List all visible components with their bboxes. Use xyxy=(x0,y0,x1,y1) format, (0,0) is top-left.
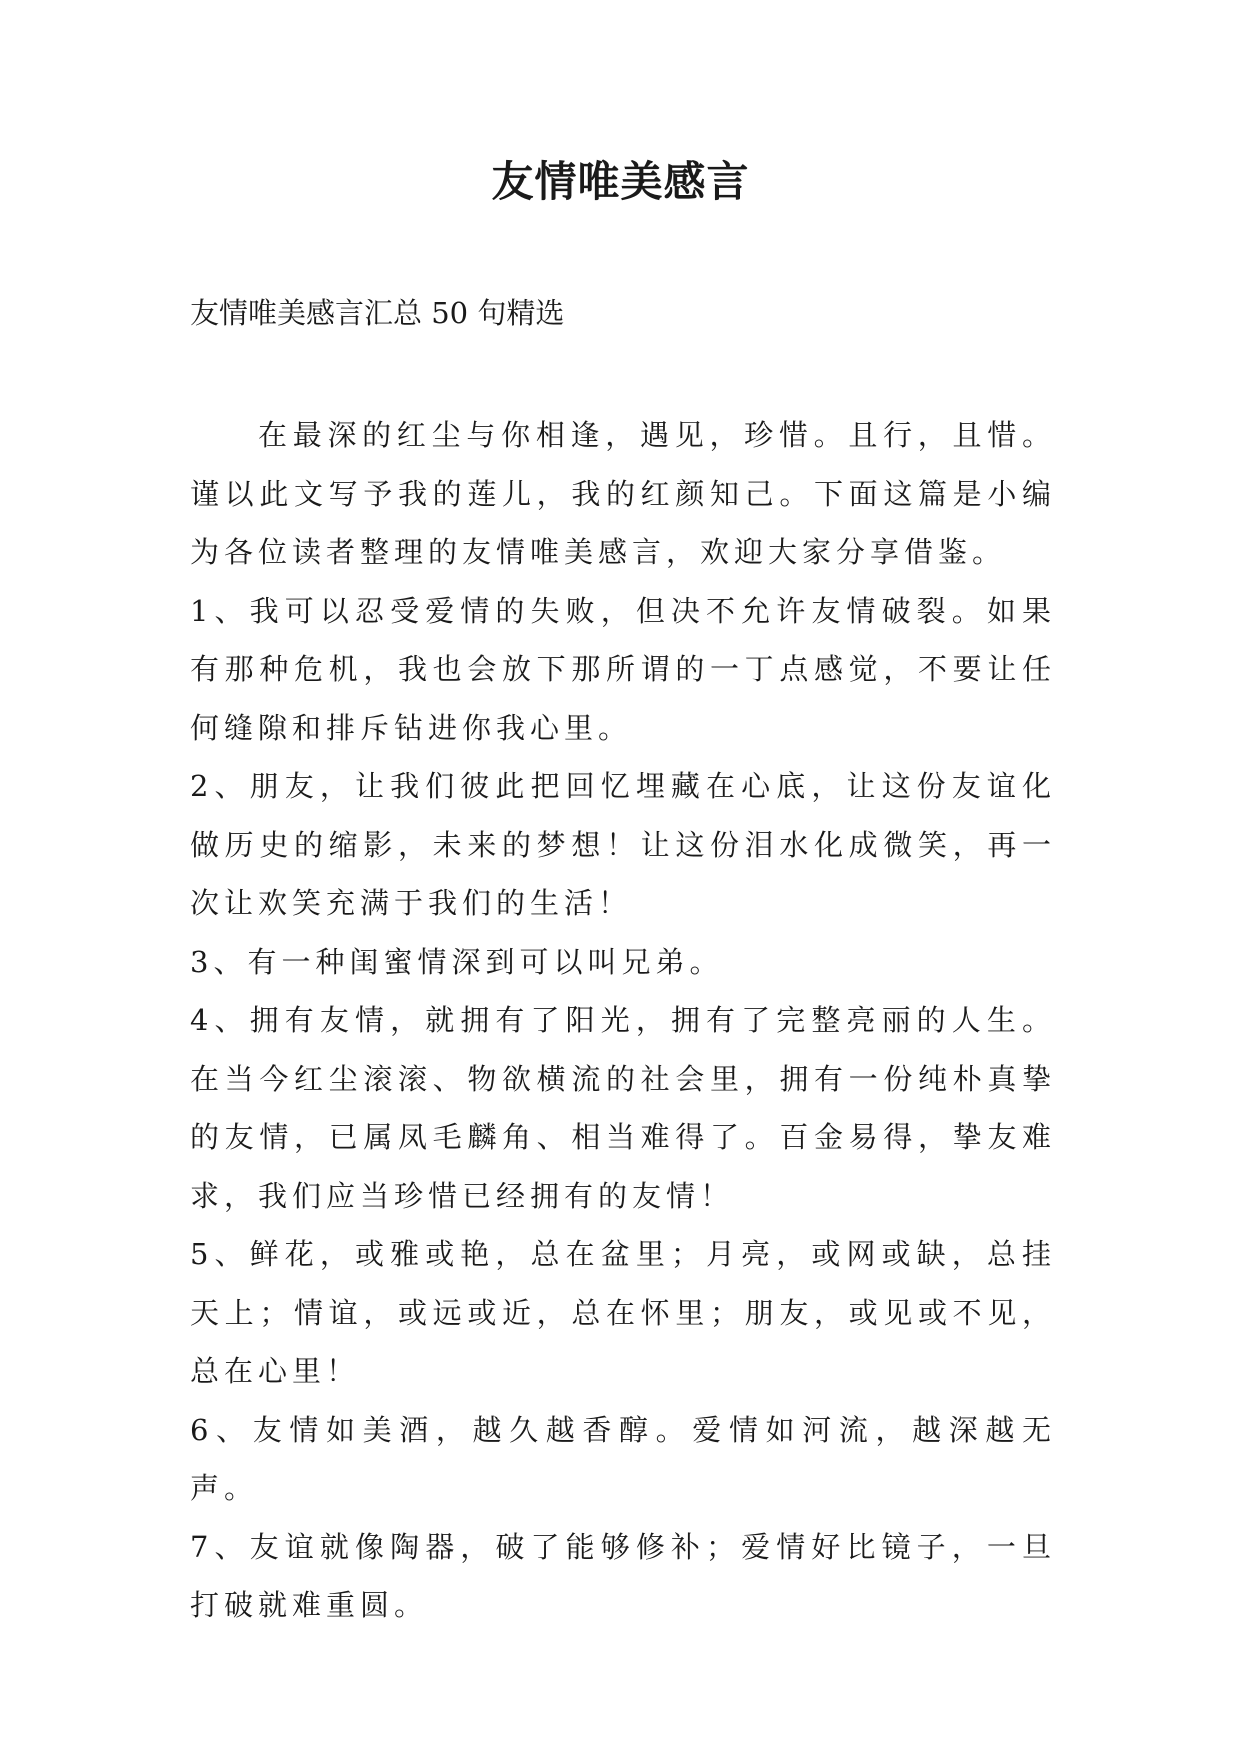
quote-item-6: 6、友情如美酒，越久越香醇。爱情如河流，越深越无声。 xyxy=(190,1412,1056,1505)
quote-item-7: 7、友谊就像陶器，破了能够修补；爱情好比镜子，一旦打破就难重圆。 xyxy=(190,1529,1056,1622)
quote-item-5: 5、鲜花，或雅或艳，总在盆里；月亮，或网或缺，总挂天上；情谊，或远或近，总在怀里；朋友，或见或不见，总在心里！ xyxy=(190,1237,1056,1388)
quote-item-1: 1、我可以忍受爱情的失败，但决不允许友情破裂。如果有那种危机，我也会放下那所谓的一丁点感觉，不要让任何缝隙和排斥钻进你我心里。 xyxy=(190,593,1056,745)
document-title: 友情唯美感言 xyxy=(491,157,750,206)
document-body xyxy=(190,406,1056,1635)
document-subtitle: 友情唯美感言汇总 50 句精选 xyxy=(190,296,565,330)
quote-item-4: 4、拥有友情，就拥有了阳光，拥有了完整亮丽的人生。在当今红尘滚滚、物欲横流的社会里，拥有一份纯朴真挚的友情，已属凤毛麟角、相当难得了。百金易得，挚友难求，我们应当珍惜已经拥有的友情！ xyxy=(190,1003,1056,1213)
quote-item-2: 2、朋友，让我们彼此把回忆埋藏在心底，让这份友谊化做历史的缩影，未来的梦想！让这份泪水化成微笑，再一次让欢笑充满于我们的生活！ xyxy=(190,769,1056,920)
quote-item-3: 3、有一种闺蜜情深到可以叫兄弟。 xyxy=(190,944,724,979)
intro-paragraph: 在最深的红尘与你相逢，遇见，珍惜。且行，且惜。谨以此文写予我的莲儿，我的红颜知己。下面这篇是小编为各位读者整理的友情唯美感言，欢迎大家分享借鉴。 xyxy=(190,418,1056,569)
